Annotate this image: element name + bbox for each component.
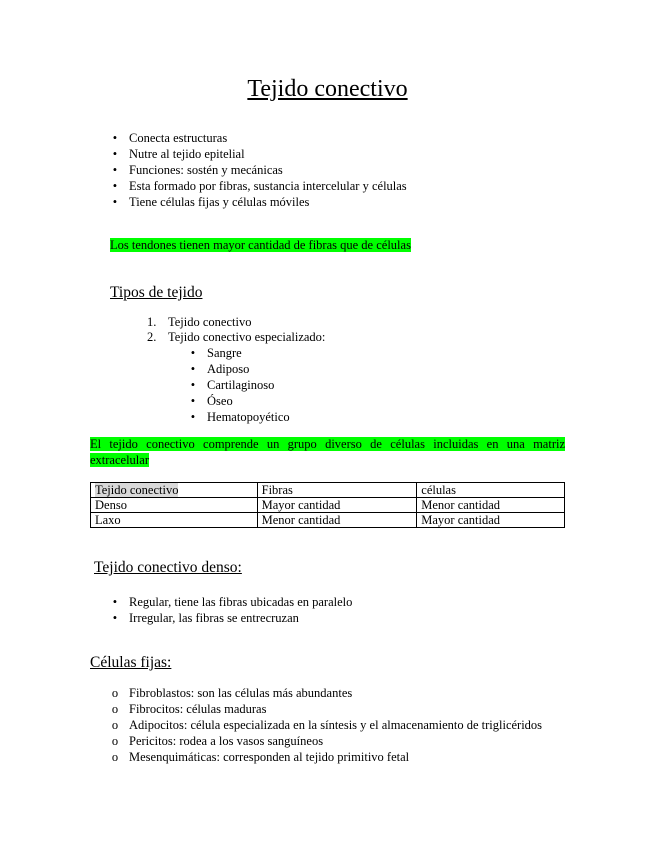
bullet-marker: • — [190, 346, 196, 360]
bullet-marker: • — [190, 410, 196, 424]
highlight-note-matriz: El tejido conectivo comprende un grupo diverso de células incluidas en una matriz extracelular — [90, 437, 565, 467]
table-row — [91, 498, 565, 513]
bullet-marker: • — [112, 131, 118, 145]
section-heading-denso: Tejido conectivo denso: — [94, 559, 242, 576]
page-title-text: Tejido conectivo — [247, 76, 408, 102]
list-item: o Adipocitos: célula especializada en la síntesis y el almacenamiento de triglicéridos — [111, 718, 543, 732]
denso-bullet-list — [112, 594, 353, 626]
page-title — [0, 76, 655, 103]
bullet-marker: • — [112, 611, 118, 625]
list-item: o Fibrocitos: células maduras — [111, 702, 267, 716]
tipos-numbered-list — [147, 315, 326, 345]
bullet-marker: • — [112, 195, 118, 209]
circle-marker: o — [111, 718, 119, 732]
intro-bullet-list — [112, 130, 407, 210]
table-cell: Laxo — [91, 513, 258, 528]
table-header-cell: Tejido conectivo — [91, 483, 258, 498]
list-item: • Regular, tiene las fibras ubicadas en paralelo — [129, 594, 352, 610]
list-item: o Mesenquimáticas: corresponden al tejido primitivo fetal — [111, 750, 410, 764]
table-header-row — [91, 483, 565, 498]
list-item: o Fibroblastos: son las células más abundantes — [111, 686, 353, 700]
bullet-marker: • — [112, 147, 118, 161]
list-item: • Funciones: sostén y mecánicas — [129, 162, 407, 178]
section-heading-fijas: Células fijas: — [90, 654, 172, 671]
especializado-sub-list — [190, 345, 290, 425]
circle-marker: o — [111, 702, 119, 716]
fijas-bullet-list — [111, 685, 543, 765]
table-header-cell: Fibras — [257, 483, 417, 498]
bullet-marker: • — [112, 595, 118, 609]
highlight-note-tendones: Los tendones tienen mayor cantidad de fibras que de células — [110, 238, 411, 252]
list-item: • Tiene células fijas y células móviles — [129, 194, 407, 210]
list-item: 1. Tejido conectivo — [147, 315, 252, 329]
list-item: • Sangre — [207, 345, 290, 361]
circle-marker: o — [111, 686, 119, 700]
comparison-table — [90, 482, 565, 528]
list-item: o Pericitos: rodea a los vasos sanguíneos — [111, 734, 324, 748]
list-item: • Cartilaginoso — [207, 377, 290, 393]
list-item: • Esta formado por fibras, sustancia intercelular y células — [129, 178, 407, 194]
table-cell: Menor cantidad — [417, 498, 565, 513]
number-marker: 2. — [147, 330, 157, 344]
table-cell: Mayor cantidad — [257, 498, 417, 513]
bullet-marker: • — [190, 362, 196, 376]
table-header-cell: células — [417, 483, 565, 498]
bullet-marker: • — [112, 163, 118, 177]
number-marker: 1. — [147, 315, 157, 329]
list-item: 2. Tejido conectivo especializado: — [147, 330, 326, 344]
list-item: • Irregular, las fibras se entrecruzan — [129, 610, 352, 626]
table-cell: Menor cantidad — [257, 513, 417, 528]
circle-marker: o — [111, 750, 119, 764]
section-heading-tipos: Tipos de tejido — [110, 284, 203, 301]
table-cell: Denso — [91, 498, 258, 513]
circle-marker: o — [111, 734, 119, 748]
bullet-marker: • — [190, 394, 196, 408]
list-item: • Adiposo — [207, 361, 290, 377]
list-item: • Hematopoyético — [207, 409, 290, 425]
table-row — [91, 513, 565, 528]
list-item: • Conecta estructuras — [129, 130, 407, 146]
bullet-marker: • — [112, 179, 118, 193]
list-item: • Óseo — [207, 393, 290, 409]
bullet-marker: • — [190, 378, 196, 392]
list-item: • Nutre al tejido epitelial — [129, 146, 407, 162]
table-cell: Mayor cantidad — [417, 513, 565, 528]
